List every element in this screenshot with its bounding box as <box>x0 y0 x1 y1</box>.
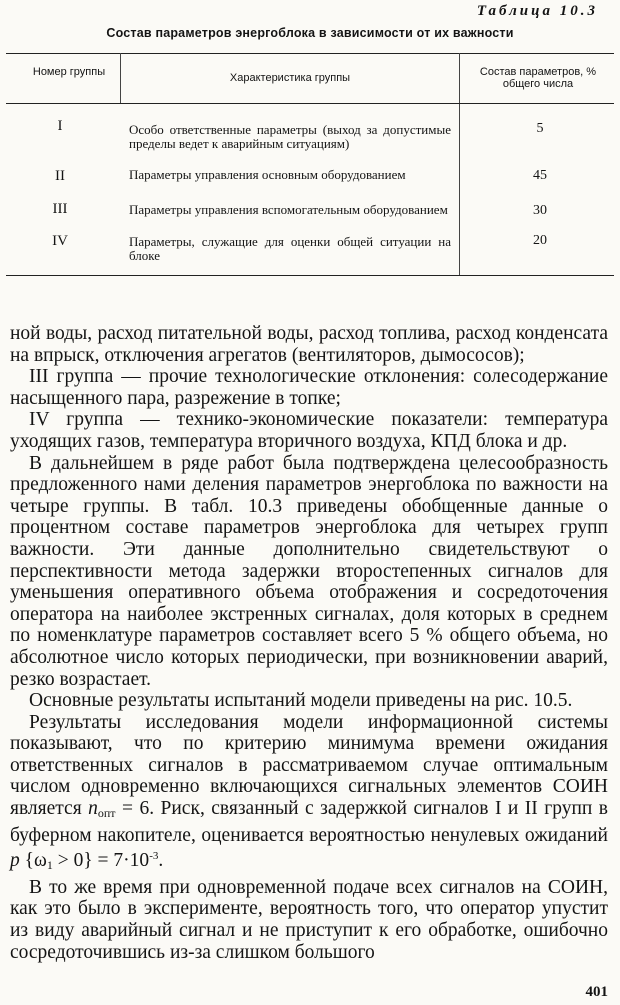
text-run: = 6. Риск, связанный с задержкой сигналов I и II групп в буферном накопителе, оценивается вероятностью ненулевых ожиданий <box>10 798 608 846</box>
row-percent: 5 <box>536 121 544 136</box>
table-label: Таблица 10.3 <box>476 3 598 19</box>
subscript: опт <box>97 806 116 821</box>
header-characteristic: Характеристика группы <box>229 72 351 84</box>
n-symbol: n <box>88 798 98 820</box>
row-description: Параметры управления основным оборудованием <box>129 167 406 182</box>
row-description: Параметры, служащие для оценки общей ситуации на блоке <box>129 234 451 263</box>
body-text <box>10 323 608 963</box>
paragraph: ной воды, расход питательной воды, расход топлива, расход конденсата на впрыск, отключения агрегатов (вентиляторов, дымососов); <box>10 323 608 366</box>
paragraph-formula <box>10 712 608 877</box>
row-number: I <box>57 118 63 134</box>
paragraph: III группа — прочие технологические отклонения: солесодержание насыщенного пара, разрежение в топке; <box>10 366 608 409</box>
paragraph: В то же время при одновременной подаче всех сигналов на СОИН, как это было в эксперименте, вероятность того, что оператор упустит из виду аварийный сигнал и не приступит к его обработке, ошибочно сосредоточившись из-за слишком большого <box>10 876 608 963</box>
paragraph: IV группа — технико-экономические показатели: температура уходящих газов, температура вторичного воздуха, КПД блока и др. <box>10 409 608 452</box>
row-description: Особо ответственные параметры (выход за допустимые пределы ведет к аварийным ситуациям) <box>129 122 451 151</box>
p-symbol: p <box>10 850 20 872</box>
table-title: Состав параметров энергоблока в зависимости от их важности <box>106 26 514 40</box>
text-run: > 0} = 7·10 <box>52 850 150 872</box>
row-percent: 30 <box>533 203 547 218</box>
subscript: 1 <box>46 858 53 873</box>
row-number: III <box>52 201 68 217</box>
superscript: -3 <box>149 850 159 863</box>
table-bottom-rule <box>6 275 614 276</box>
row-number: IV <box>52 233 68 249</box>
row-percent: 20 <box>533 233 547 248</box>
header-number: Номер группы <box>32 66 106 78</box>
row-description: Параметры управления вспомогательным оборудованием <box>129 202 448 217</box>
table-top-rule <box>6 53 614 54</box>
table-header-rule <box>6 103 614 104</box>
text-run: . <box>158 850 164 872</box>
text-run: {ω <box>19 850 47 872</box>
page-number: 401 <box>585 984 608 1000</box>
row-percent: 45 <box>533 168 547 183</box>
header-composition: Состав параметров, % общего числа <box>479 66 597 90</box>
paragraph: Основные результаты испытаний модели приведены на рис. 10.5. <box>29 690 573 712</box>
row-number: II <box>55 168 65 184</box>
paragraph: В дальнейшем в ряде работ была подтверждена целесообразность предложенного нами деления параметров энергоблока по важности на четыре группы. В табл. 10.3 приведены обобщенные данные о процентном составе параметров энергоблока для четырех групп важности. Эти данные дополнительно свидетельствуют о перспективности метода задержки второстепенных сигналов для уменьшения оперативного объема отображения и сосредоточения оператора на наиболее экстренных сигналах, доля которых в среднем по номенклатуре параметров составляет всего 5 % общего объема, но абсолютное число которых периодически, при возникновении аварий, резко возрастает. <box>10 452 608 690</box>
table-header-divider <box>120 53 121 103</box>
text-run: Результаты исследования модели информационной системы показывают, что по критерию минимума времени ожидания ответственных сигналов в рассматриваемом случае оптимальным числом одновременно включающихся сигнальных элементов СОИН является <box>10 711 608 820</box>
table-col-divider <box>459 53 460 275</box>
